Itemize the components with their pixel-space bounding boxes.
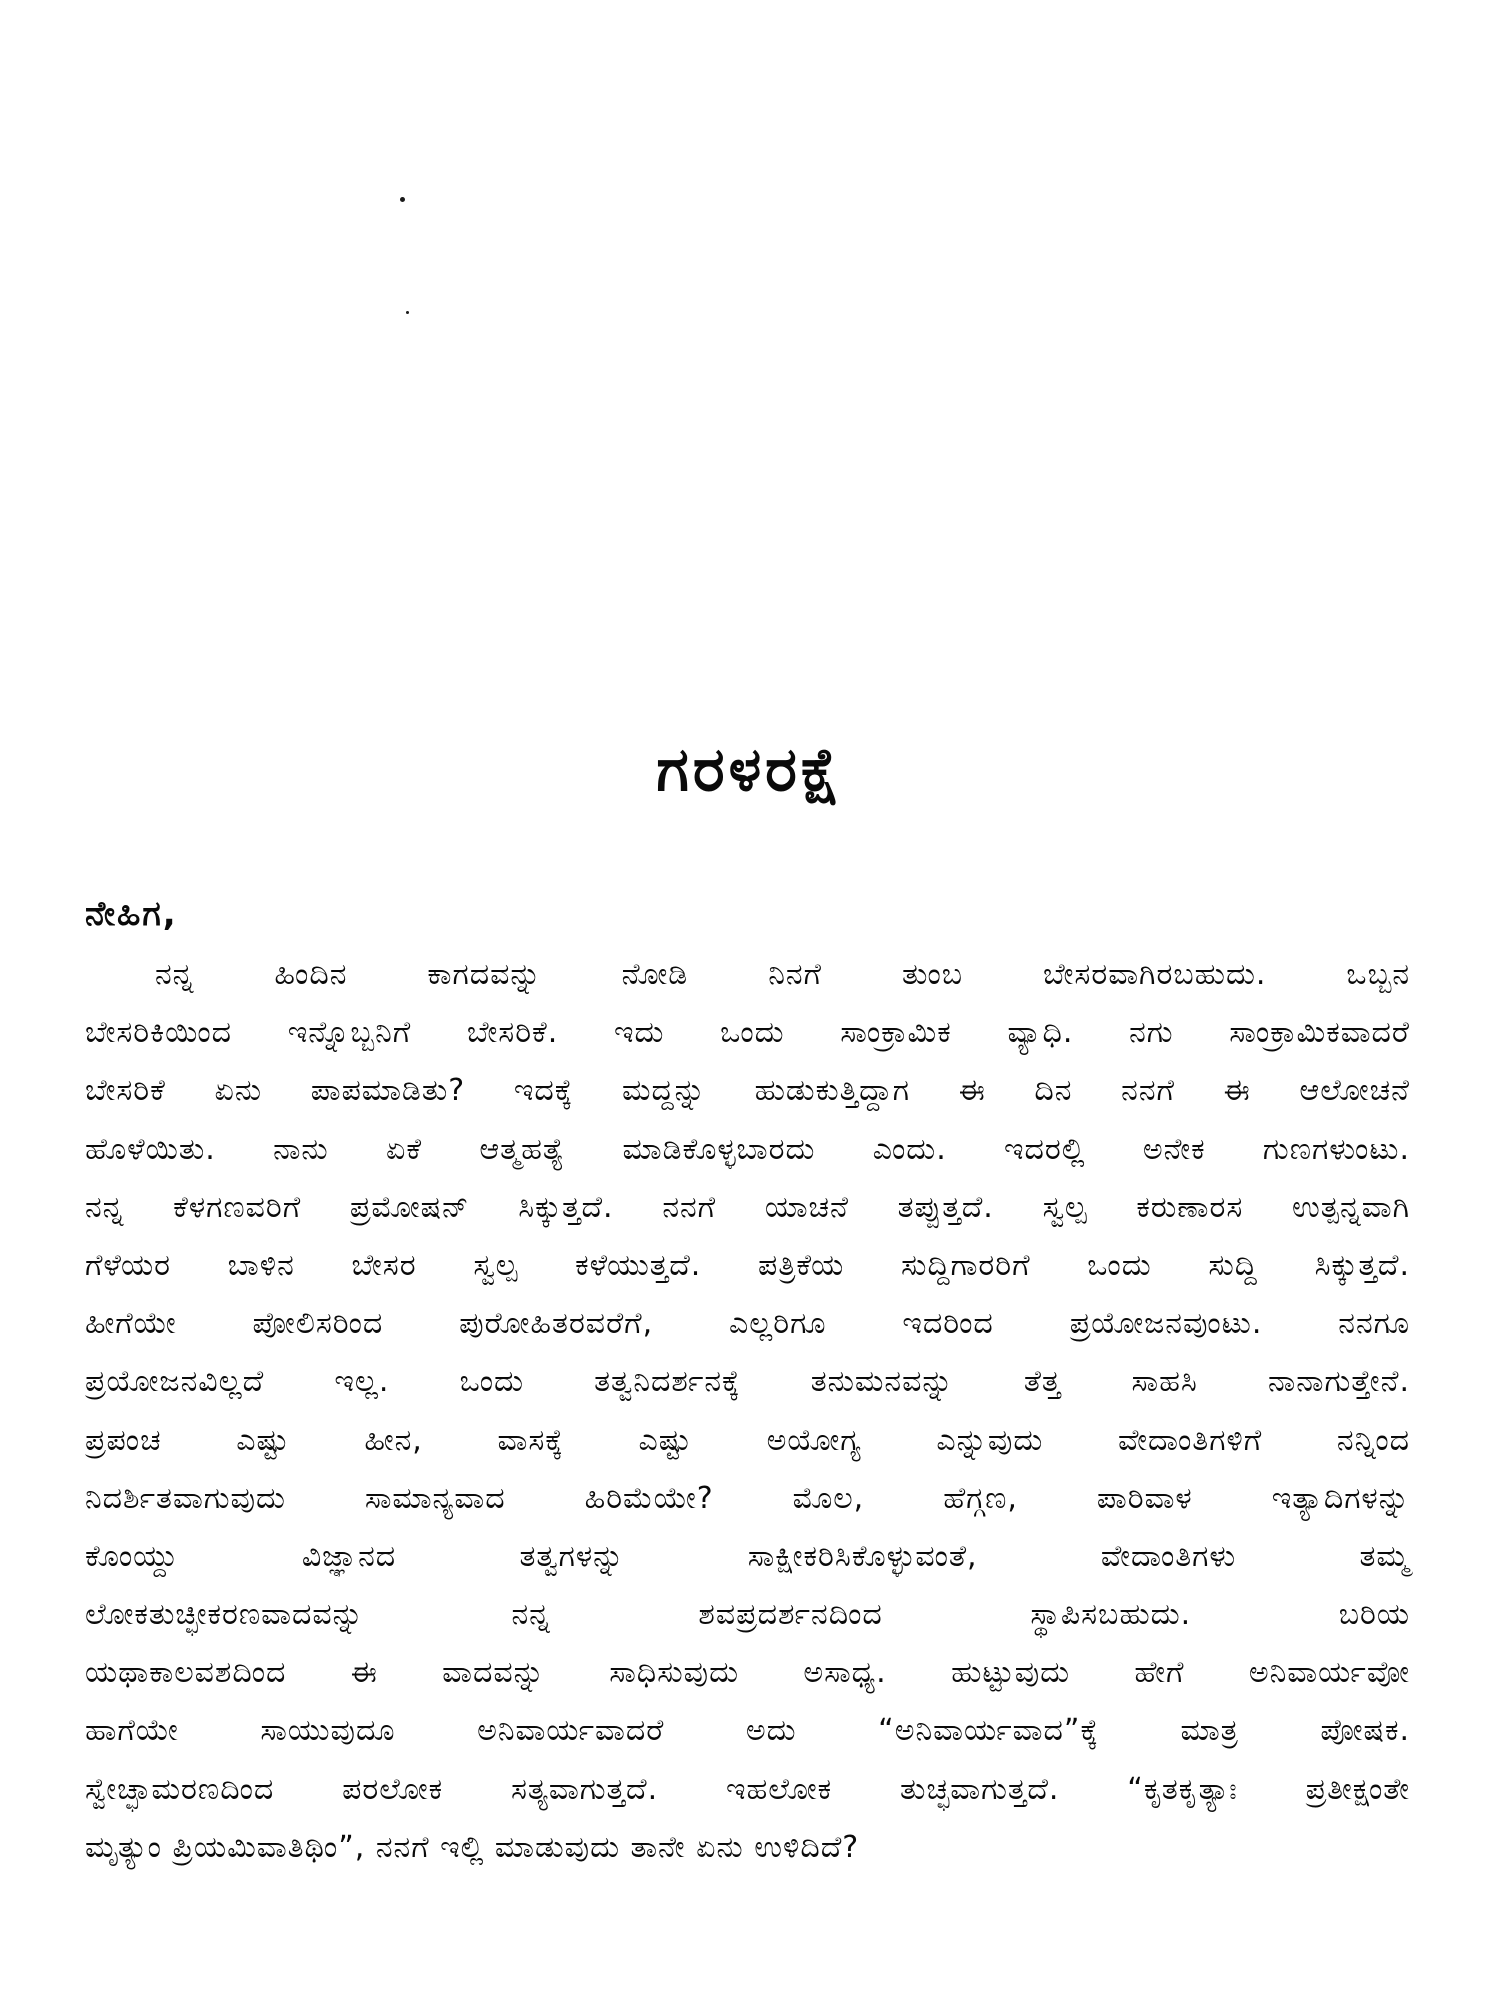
text-line: ಯಥಾಕಾಲವಶದಿಂದ ಈ ವಾದವನ್ನು ಸಾಧಿಸುವುದು ಅಸಾಧ್ಯ. ಹುಟ್ಟುವುದು ಹೇಗೆ ಅನಿವಾರ್ಯವೋ [85, 1655, 1410, 1691]
text-line: ಹೊಳೆಯಿತು. ನಾನು ಏಕೆ ಆತ್ಮಹತ್ಯೆ ಮಾಡಿಕೊಳ್ಳಬಾರದು ಎಂದು. ಇದರಲ್ಲಿ ಅನೇಕ ಗುಣಗಳುಂಟು. [85, 1131, 1410, 1167]
text-line: ಲೋಕತುಚ್ಛೀಕರಣವಾದವನ್ನು ನನ್ನ ಶವಪ್ರದರ್ಶನದಿಂದ ಸ್ಥಾಪಿಸಬಹುದು. ಬರಿಯ [85, 1597, 1410, 1633]
text-line: ಪ್ರಯೋಜನವಿಲ್ಲದೆ ಇಲ್ಲ. ಒಂದು ತತ್ವನಿದರ್ಶನಕ್ಕೆ ತನುಮನವನ್ನು ತೆತ್ತ ಸಾಹಸಿ ನಾನಾಗುತ್ತೇನೆ. [85, 1364, 1410, 1400]
text-line: ಹೀಗೆಯೇ ಪೋಲಿಸರಿಂದ ಪುರೋಹಿತರವರೆಗೆ, ಎಲ್ಲರಿಗೂ ಇದರಿಂದ ಪ್ರಯೋಜನವುಂಟು. ನನಗೂ [85, 1306, 1410, 1342]
text-line: ನನ್ನ ಹಿಂದಿನ ಕಾಗದವನ್ನು ನೋಡಿ ನಿನಗೆ ತುಂಬ ಬೇಸರವಾಗಿರಬಹುದು. ಒಬ್ಬನ [155, 957, 1410, 992]
letter-body [85, 946, 1410, 1877]
text-line: ನನ್ನ ಕೆಳಗಣವರಿಗೆ ಪ್ರಮೋಷನ್ ಸಿಕ್ಕುತ್ತದೆ. ನನಗೆ ಯಾಚನೆ ತಪ್ಪುತ್ತದೆ. ಸ್ವಲ್ಪ ಕರುಣಾರಸ ಉತ್ಪನ್ನವಾಗಿ [85, 1189, 1410, 1225]
scan-speck [400, 197, 405, 202]
text-line: ಕೊಂಯ್ದು ವಿಜ್ಞಾನದ ತತ್ವಗಳನ್ನು ಸಾಕ್ಷೀಕರಿಸಿಕೊಳ್ಳುವಂತೆ, ವೇದಾಂತಿಗಳು ತಮ್ಮ [85, 1538, 1410, 1574]
text-line: ಹಾಗೆಯೇ ಸಾಯುವುದೂ ಅನಿವಾರ್ಯವಾದರೆ ಅದು “ಅನಿವಾರ್ಯವಾದ”ಕ್ಕೆ ಮಾತ್ರ ಪೋಷಕ. [85, 1713, 1410, 1749]
text-line: ಸ್ವೇಚ್ಛಾಮರಣದಿಂದ ಪರಲೋಕ ಸತ್ಯವಾಗುತ್ತದೆ. ಇಹಲೋಕ ತುಚ್ಛವಾಗುತ್ತದೆ. “ಕೃತಕೃತ್ಯಾಃ ಪ್ರತೀಕ್ಷಂತೇ [85, 1771, 1410, 1807]
salutation: ನೇಹಿಗ, [85, 894, 178, 934]
text-line: ಬೇಸರಿಕೆ ಏನು ಪಾಪಮಾಡಿತು? ಇದಕ್ಕೆ ಮದ್ದನ್ನು ಹುಡುಕುತ್ತಿದ್ದಾಗ ಈ ದಿನ ನನಗೆ ಈ ಆಲೋಚನೆ [85, 1073, 1410, 1109]
text-line: ಪ್ರಪಂಚ ಎಷ್ಟು ಹೀನ, ವಾಸಕ್ಕೆ ಎಷ್ಟು ಅಯೋಗ್ಯ ಎನ್ನುವುದು ವೇದಾಂತಿಗಳಿಗೆ ನನ್ನಿಂದ [85, 1422, 1410, 1458]
text-line: ಗೆಳೆಯರ ಬಾಳಿನ ಬೇಸರ ಸ್ವಲ್ಪ ಕಳೆಯುತ್ತದೆ. ಪತ್ರಿಕೆಯ ಸುದ್ದಿಗಾರರಿಗೆ ಒಂದು ಸುದ್ದಿ ಸಿಕ್ಕುತ್ತದೆ. [85, 1247, 1410, 1283]
text-line: ಮೃತ್ಯುಂ ಪ್ರಿಯಮಿವಾತಿಥಿಂ”, ನನಗೆ ಇಲ್ಲಿ ಮಾಡುವುದು ತಾನೇ ಏನು ಉಳಿದಿದೆ? [85, 1829, 860, 1865]
text-line: ನಿದರ್ಶಿತವಾಗುವುದು ಸಾಮಾನ್ಯವಾದ ಹಿರಿಮೆಯೇ? ಮೊಲ, ಹೆಗ್ಗಣ, ಪಾರಿವಾಳ ಇತ್ಯಾದಿಗಳನ್ನು [85, 1480, 1410, 1516]
scan-speck [406, 311, 409, 314]
text-line: ಬೇಸರಿಕಿಯಿಂದ ಇನ್ನೊಬ್ಬನಿಗೆ ಬೇಸರಿಕೆ. ಇದು ಒಂದು ಸಾಂಕ್ರಾಮಿಕ ವ್ಯಾಧಿ. ನಗು ಸಾಂಕ್ರಾಮಿಕವಾದರೆ [85, 1015, 1410, 1051]
page-title: ಗರಳರಕ್ಷೆ [656, 735, 844, 805]
